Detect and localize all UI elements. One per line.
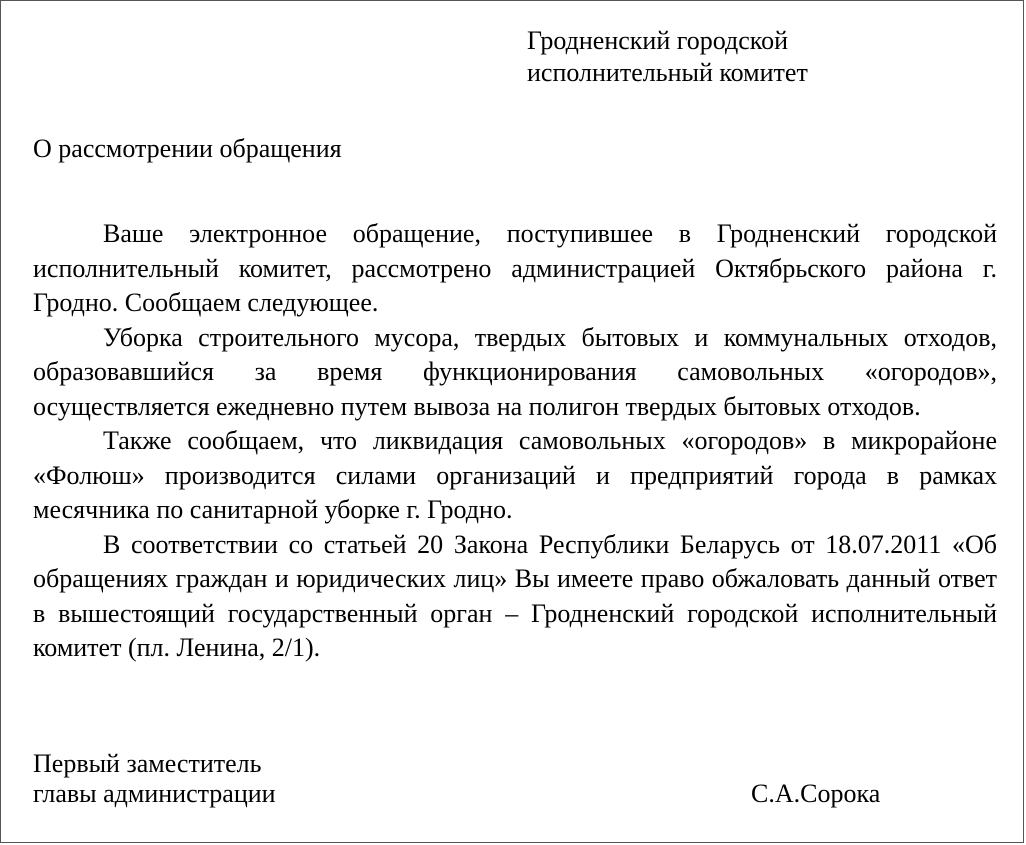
signature-position bbox=[33, 749, 276, 809]
signer-name: С.А.Сорока bbox=[751, 779, 881, 808]
signature-position-line-2: главы администрации bbox=[33, 779, 276, 808]
body-paragraph: Также сообщаем, что ликвидация самовольных «огородов» в микрорайоне «Фолюш» производится силами организаций и предприятий города в рамках месячника по санитарной уборке г. Гродно. bbox=[33, 426, 997, 524]
body-paragraph: В соответствии со статьей 20 Закона Республики Беларусь от 18.07.2011 «Об обращениях граждан и юридических лиц» Вы имеете право обжаловать данный ответ в вышестоящий государственный орган – Гродненский городской исполнительный комитет (пл. Ленина, 2/1). bbox=[33, 529, 997, 662]
body-paragraph: Ваше электронное обращение, поступившее в Гродненский городской исполнительный комитет, рассмотрено администрацией Октябрьского района г. Гродно. Сообщаем следующее. bbox=[33, 219, 997, 317]
addressee-line-2: исполнительный комитет bbox=[527, 58, 808, 87]
document-subject: О рассмотрении обращения bbox=[33, 134, 342, 163]
addressee-line-1: Гродненский городской bbox=[527, 26, 789, 55]
addressee-block bbox=[527, 25, 808, 89]
body-paragraph: Уборка строительного мусора, твердых бытовых и коммунальных отходов, образовавшийся за время функционирования самовольных «огородов», осуществляется ежедневно путем вывоза на полигон твердых бытовых отходов. bbox=[33, 322, 997, 421]
signature-position-line-1: Первый заместитель bbox=[33, 749, 262, 778]
document-body bbox=[33, 217, 997, 666]
